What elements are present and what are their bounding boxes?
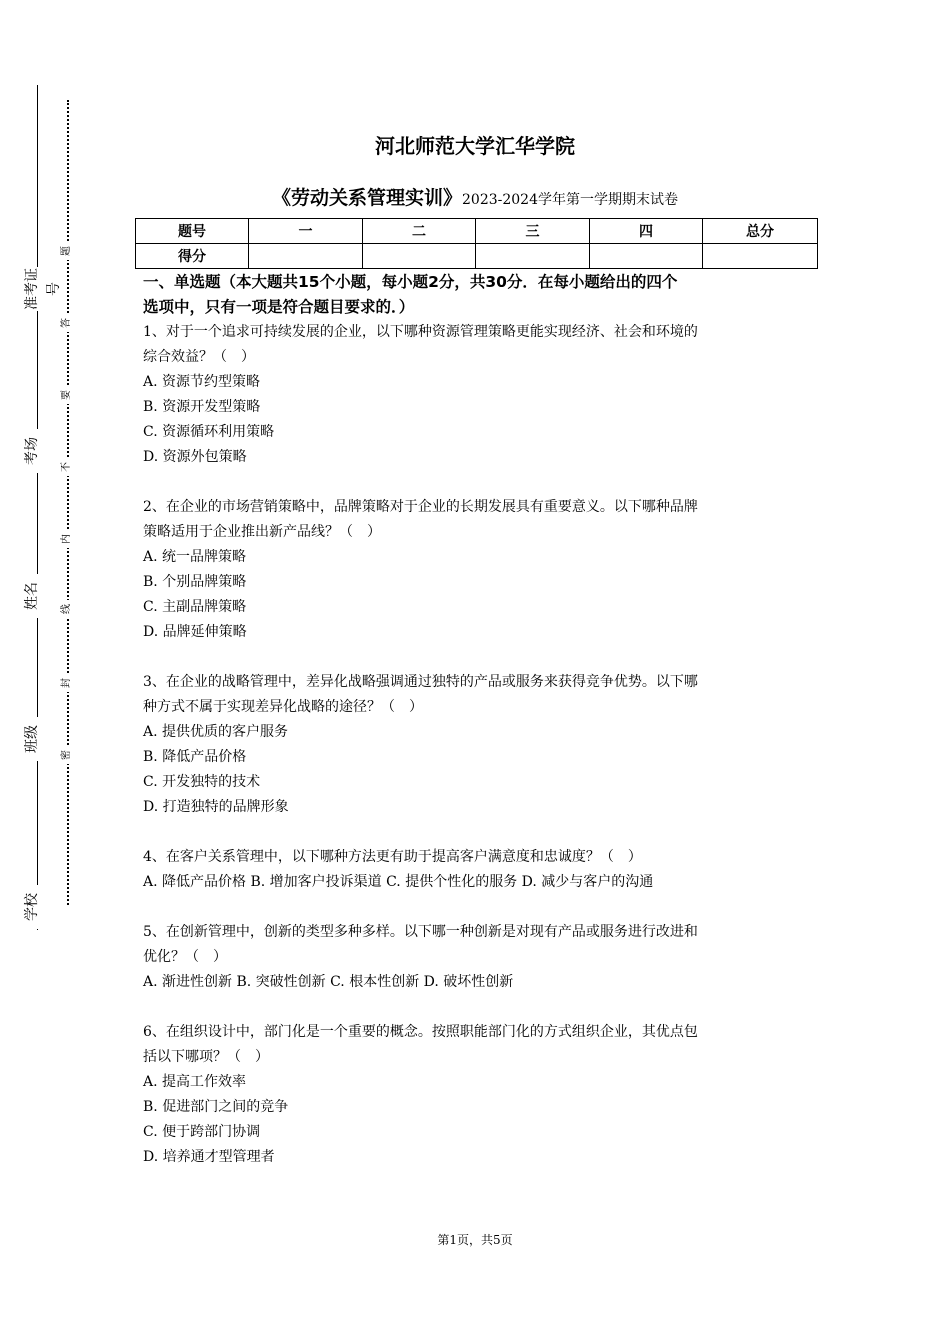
binding-solid-line: [37, 85, 38, 930]
question-text: 4、在客户关系管理中，以下哪种方法更有助于提高客户满意度和忠诚度？（ ）: [143, 849, 642, 865]
answer-options: A. 降低产品价格 B. 增加客户投诉渠道 C. 提供个性化的服务 D. 减少与客户的沟通: [143, 874, 654, 890]
course-name: 《劳动关系管理实训》: [271, 187, 462, 209]
question-text: 种方式不属于实现差异化战略的途径？（ ）: [143, 699, 423, 715]
answer-option: A. 资源节约型策略: [143, 374, 261, 390]
answer-option: D. 品牌延伸策略: [143, 624, 247, 640]
score-table: [135, 218, 818, 269]
score-entry-cell[interactable]: [363, 244, 476, 269]
seal-char: 密: [60, 746, 74, 764]
seal-char: 线: [60, 600, 74, 618]
answer-option: B. 促进部门之间的竞争: [143, 1099, 289, 1115]
seal-char: 封: [60, 674, 74, 692]
seal-char: 答: [60, 314, 74, 332]
binding-dotted-line: [67, 100, 69, 905]
score-entry-cell[interactable]: [703, 244, 818, 269]
field-exam-number-label: 准考证号: [21, 267, 43, 311]
seal-char: 要: [60, 386, 74, 404]
seal-char: 内: [60, 530, 74, 548]
answer-option: C. 资源循环利用策略: [143, 424, 275, 440]
answer-option: A. 提供优质的客户服务: [143, 724, 289, 740]
question-text: 1、对于一个追求可持续发展的企业，以下哪种资源管理策略更能实现经济、社会和环境的: [143, 324, 698, 340]
score-entry-cell[interactable]: [590, 244, 703, 269]
answer-options: A. 渐进性创新 B. 突破性创新 C. 根本性创新 D. 破坏性创新: [143, 974, 514, 990]
question-text: 3、在企业的战略管理中，差异化战略强调通过独特的产品或服务来获得竞争优势。以下哪: [143, 674, 698, 690]
answer-option: D. 培养通才型管理者: [143, 1149, 275, 1165]
section-heading-line: 选项中，只有一项是符合题目要求的．）: [143, 298, 415, 316]
score-entry-cell[interactable]: [249, 244, 363, 269]
question-1: [143, 320, 813, 470]
table-cell: 四: [590, 219, 703, 244]
answer-option: C. 开发独特的技术: [143, 774, 261, 790]
answer-option: B. 个别品牌策略: [143, 574, 247, 590]
question-text: 策略适用于企业推出新产品线？（ ）: [143, 524, 381, 540]
table-cell: 一: [249, 219, 363, 244]
seal-char: 题: [60, 242, 74, 260]
question-3: [143, 670, 813, 820]
section-heading: [143, 270, 813, 320]
question-5: [143, 920, 813, 995]
table-cell: 题号: [136, 219, 249, 244]
page-footer: 第1页，共5页: [437, 1233, 513, 1247]
table-cell: 二: [363, 219, 476, 244]
exam-content: [143, 270, 813, 1170]
school-title: 河北师范大学汇华学院: [375, 134, 575, 158]
field-school-label: 学校: [21, 885, 43, 929]
field-name-label: 姓名: [21, 574, 43, 618]
question-text: 2、在企业的市场营销策略中，品牌策略对于企业的长期发展具有重要意义。以下哪种品牌: [143, 499, 698, 515]
seal-char: 不: [60, 458, 74, 476]
answer-option: A. 统一品牌策略: [143, 549, 247, 565]
table-cell: 总分: [703, 219, 818, 244]
score-entry-cell[interactable]: [476, 244, 590, 269]
answer-option: B. 资源开发型策略: [143, 399, 261, 415]
section-heading-line: 一、单选题（本大题共15个小题，每小题2分，共30分．在每小题给出的四个: [143, 273, 678, 291]
field-class-label: 班级: [21, 717, 43, 761]
question-6: [143, 1020, 813, 1170]
question-text: 6、在组织设计中，部门化是一个重要的概念。按照职能部门化的方式组织企业，其优点包: [143, 1024, 698, 1040]
answer-option: B. 降低产品价格: [143, 749, 247, 765]
answer-option: A. 提高工作效率: [143, 1074, 247, 1090]
field-exam-room-label: 考场: [21, 429, 43, 473]
answer-option: D. 资源外包策略: [143, 449, 247, 465]
exam-subtitle: [0, 183, 950, 210]
question-text: 综合效益？（ ）: [143, 349, 255, 365]
answer-option: C. 便于跨部门协调: [143, 1124, 261, 1140]
question-2: [143, 495, 813, 645]
question-text: 5、在创新管理中，创新的类型多种多样。以下哪一种创新是对现有产品或服务进行改进和: [143, 924, 698, 940]
table-cell: 三: [476, 219, 590, 244]
question-text: 优化？（ ）: [143, 949, 227, 965]
score-table-score-row: [136, 244, 818, 269]
answer-option: D. 打造独特的品牌形象: [143, 799, 289, 815]
term-text: 2023-2024学年第一学期期末试卷: [462, 192, 678, 208]
answer-option: C. 主副品牌策略: [143, 599, 247, 615]
table-cell: 得分: [136, 244, 249, 269]
score-table-header-row: [136, 219, 818, 244]
question-4: [143, 845, 813, 895]
question-text: 括以下哪项？（ ）: [143, 1049, 269, 1065]
